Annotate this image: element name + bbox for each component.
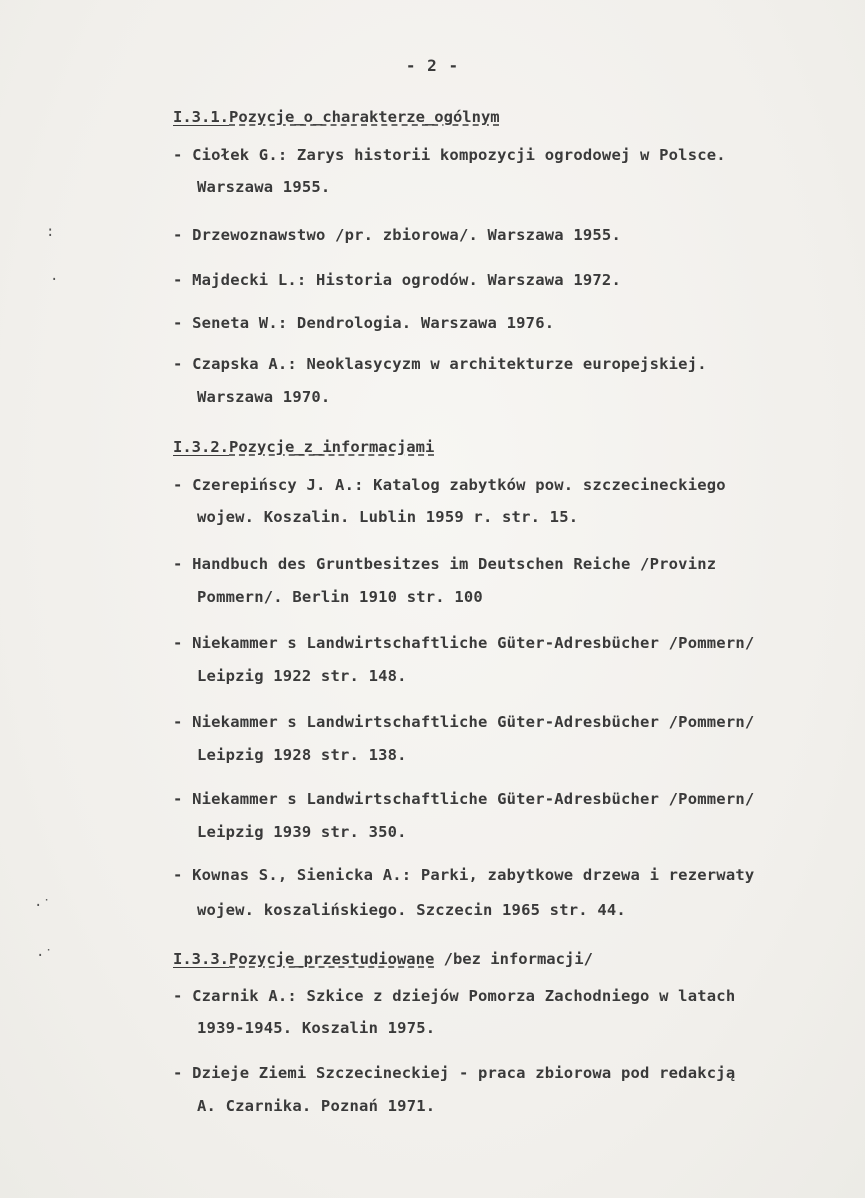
bibliography-entry: - Dzieje Ziemi Szczecineckiej - praca zbiorowa pod redakcją [173, 1064, 736, 1082]
bibliography-entry-continuation: Leipzig 1939 str. 350. [197, 823, 407, 841]
bibliography-entry: - Ciołek G.: Zarys historii kompozycji ogrodowej w Polsce. [173, 146, 726, 164]
bibliography-entry: - Czapska A.: Neoklasycyzm w architekturze europejskiej. [173, 355, 707, 373]
section-number: I.3.1. [173, 108, 229, 126]
bibliography-entry: - Drzewoznawstwo /pr. zbiorowa/. Warszawa 1955. [173, 226, 621, 244]
margin-speck: ·˙ [34, 898, 51, 914]
margin-speck: · [50, 272, 59, 288]
margin-speck: : [46, 224, 55, 240]
section-number: I.3.2. [173, 438, 229, 456]
section-heading-2 [173, 438, 434, 456]
bibliography-entry: - Czarnik A.: Szkice z dziejów Pomorza Zachodniego w latach [173, 987, 736, 1005]
bibliography-entry-continuation: wojew. Koszalin. Lublin 1959 r. str. 15. [197, 508, 579, 526]
bibliography-entry: - Niekammer s Landwirtschaftliche Güter-Adresbücher /Pommern/ [173, 790, 755, 808]
page-number: - 2 - [405, 56, 460, 75]
bibliography-entry-continuation: Leipzig 1928 str. 138. [197, 746, 407, 764]
bibliography-entry-continuation: Warszawa 1970. [197, 388, 331, 406]
section-number: I.3.3. [173, 950, 229, 968]
bibliography-entry: - Czerepińscy J. A.: Katalog zabytków pow. szczecineckiego [173, 476, 726, 494]
bibliography-entry-continuation: A. Czarnika. Poznań 1971. [197, 1097, 436, 1115]
bibliography-entry: - Handbuch des Gruntbesitzes im Deutschen Reiche /Provinz [173, 555, 717, 573]
bibliography-entry: - Niekammer s Landwirtschaftliche Güter-Adresbücher /Pommern/ [173, 713, 755, 731]
section-title: Pozycje_przestudiowane [229, 950, 435, 968]
section-heading-3 [173, 950, 593, 968]
section-title: Pozycje_z_informacjami [229, 438, 435, 456]
bibliography-entry-continuation: Pommern/. Berlin 1910 str. 100 [197, 588, 483, 606]
margin-speck: ·˙ [36, 948, 53, 964]
bibliography-entry-continuation: wojew. koszalińskiego. Szczecin 1965 str. 44. [197, 901, 626, 919]
section-title: Pozycje_o_charakterze_ogólnym [229, 108, 500, 126]
bibliography-entry: - Majdecki L.: Historia ogrodów. Warszawa 1972. [173, 271, 621, 289]
bibliography-entry: - Kownas S., Sienicka A.: Parki, zabytkowe drzewa i rezerwaty [173, 866, 755, 884]
bibliography-entry-continuation: 1939-1945. Koszalin 1975. [197, 1019, 436, 1037]
bibliography-entry: - Niekammer s Landwirtschaftliche Güter-Adresbücher /Pommern/ [173, 634, 755, 652]
bibliography-entry-continuation: Warszawa 1955. [197, 178, 331, 196]
bibliography-entry-continuation: Leipzig 1922 str. 148. [197, 667, 407, 685]
section-heading-1 [173, 108, 500, 126]
section-suffix: /bez informacji/ [434, 950, 593, 968]
bibliography-entry: - Seneta W.: Dendrologia. Warszawa 1976. [173, 314, 555, 332]
